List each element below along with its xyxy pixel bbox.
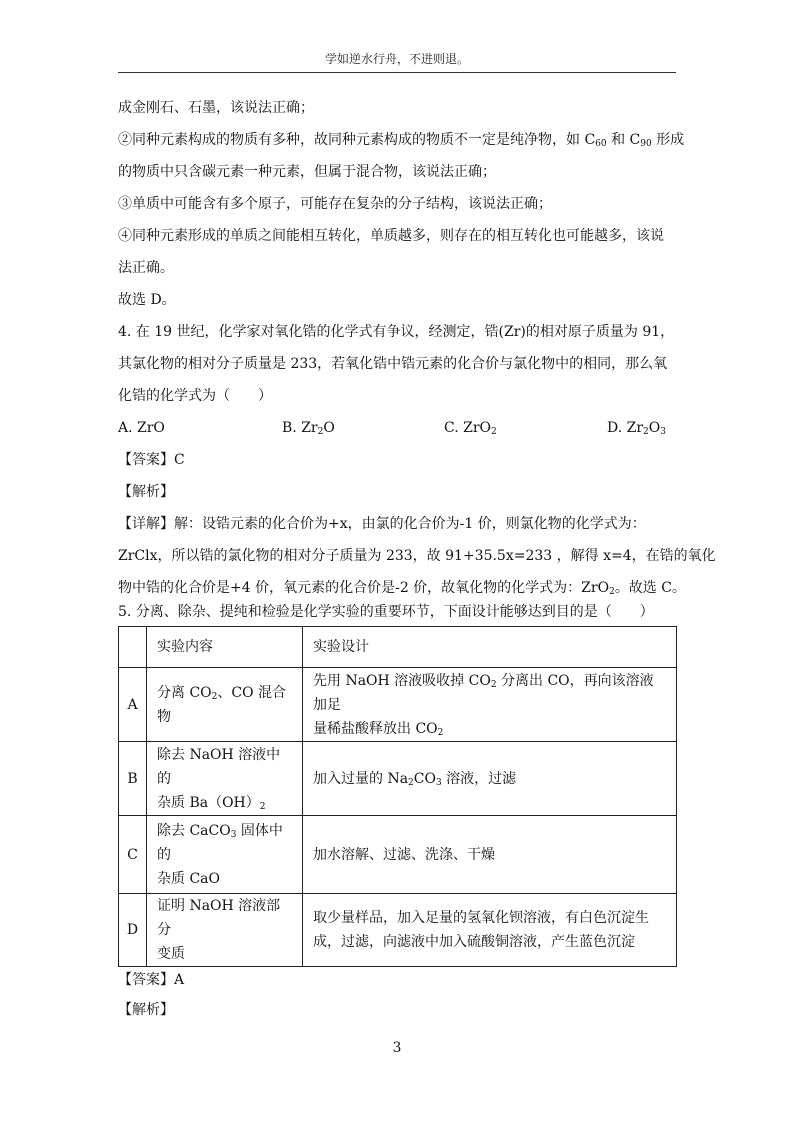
prev-conclusion: 故选 D。: [118, 292, 176, 308]
row-a-content: [147, 668, 303, 742]
subscript: 90: [640, 139, 652, 149]
text-run: 先用 NaOH 溶液吸收掉 CO: [313, 672, 491, 689]
q4-detail-line-3: [118, 578, 686, 598]
subscript: 3: [435, 777, 442, 788]
design-line: [313, 717, 666, 741]
text-run: 分离 CO: [157, 684, 212, 701]
row-a-design: [303, 668, 677, 742]
text-run: O: [323, 420, 335, 436]
page-number: 3: [392, 1040, 402, 1056]
text-run: 、CO 混合物: [157, 684, 287, 725]
table-header-content: 实验内容: [147, 627, 303, 668]
q4-option-b: [282, 418, 335, 438]
row-label-c: C: [119, 816, 147, 894]
q4-option-c: [444, 418, 497, 438]
subscript: 2: [317, 427, 324, 437]
subscript: 2: [490, 679, 497, 690]
text-run: B. Zr: [282, 420, 318, 436]
q4-option-d: [607, 418, 666, 438]
prev-line-6: 法正确。: [118, 260, 174, 276]
table-row-a: [119, 668, 677, 742]
subscript: 3: [230, 829, 237, 840]
subscript: 2: [211, 691, 218, 702]
design-line: 取少量样品，加入足量的氢氧化钡溶液，有白色沉淀生: [313, 910, 649, 926]
table-row-c: [119, 816, 677, 894]
row-c-design: 加水溶解、过滤、洗涤、干燥: [303, 816, 677, 894]
text-run: 加入过量的 Na: [313, 770, 409, 787]
q4-option-a: A. ZrO: [118, 420, 165, 436]
subscript: 2: [609, 587, 615, 597]
subscript: 2: [491, 427, 497, 437]
text-run: O: [648, 420, 661, 436]
q4-stem-line-1: 4. 在 19 世纪，化学家对氧化锆的化学式有争议，经测定，锆(Zr)的相对原子质量为 91，: [118, 324, 675, 340]
q5-analysis-label: 【解析】: [118, 1002, 174, 1018]
table-row-d: [119, 894, 677, 967]
header-rule: [118, 72, 676, 73]
subscript: 2: [643, 427, 649, 437]
prev-line-1: 成金刚石、石墨，该说法正确；: [118, 100, 314, 116]
subscript: 2: [259, 801, 266, 812]
text-run: 溶液，过滤: [441, 770, 517, 787]
prev-line-4: ③单质中可能含有多个原子，可能存在复杂的分子结构，该说法正确；: [118, 196, 552, 212]
row-label-a: A: [119, 668, 147, 742]
text-run: 固体中的: [157, 822, 283, 863]
prev-line-2: [118, 130, 684, 150]
q4-analysis-label: 【解析】: [118, 484, 174, 500]
table-header-design: 实验设计: [303, 627, 677, 668]
row-c-content: [147, 816, 303, 894]
q4-answer: 【答案】C: [118, 452, 185, 468]
page-header-motto: 学如逆水行舟，不进则退。: [324, 52, 469, 66]
text-run: 物中锆的化合价是+4 价，氧元素的化合价是-2 价，故氧化物的化学式为：ZrO: [118, 580, 610, 596]
text-run: D. Zr: [607, 420, 644, 436]
content-line: 变质: [157, 946, 185, 962]
text-run: 除去 CaCO: [157, 822, 231, 839]
row-d-design: [303, 894, 677, 967]
content-line: 杂质 CaO: [157, 870, 220, 887]
q4-detail-line-1: 【详解】解：设锆元素的化合价为+x，由氯的化合价为-1 价，则氯化物的化学式为：: [118, 516, 646, 532]
text-run: C. ZrO: [444, 420, 492, 436]
text-run: CO: [413, 770, 436, 787]
subscript: 2: [437, 727, 444, 738]
q4-stem-line-2: 其氯化物的相对分子质量是 233，若氧化锆中锆元素的化合价与氯化物中的相同，那么氧: [118, 356, 668, 372]
row-b-design: [303, 742, 677, 816]
design-line: 成，过滤，向滤液中加入硫酸铜溶液，产生蓝色沉淀: [313, 934, 635, 950]
content-line: 证明 NaOH 溶液部分: [157, 898, 281, 938]
text-run: 。故选 C。: [614, 580, 686, 596]
table-row-b: [119, 742, 677, 816]
content-line: [157, 819, 292, 867]
text-run: 分离出 CO，再向该溶液加足: [313, 672, 654, 713]
prev-line-5: ④同种元素形成的单质之间能相互转化，单质越多，则存在的相互转化也可能越多，该说: [118, 228, 664, 244]
text-run: ②同种元素构成的物质有多种，故同种元素构成的物质不一定是纯净物，如 C: [118, 132, 596, 148]
q4-stem-line-3: 化锆的化学式为（ ）: [118, 388, 272, 404]
row-d-content: [147, 894, 303, 967]
content-line: 除去 NaOH 溶液中的: [157, 746, 281, 787]
row-b-content: [147, 742, 303, 816]
q5-experiment-table: [118, 626, 677, 967]
q5-answer: 【答案】A: [118, 972, 185, 988]
row-label-d: D: [119, 894, 147, 967]
table-header-row: [119, 627, 677, 668]
row-label-b: B: [119, 742, 147, 816]
q4-detail-line-2: ZrClx，所以锆的氯化物的相对分子质量为 233，故 91+35.5x=233 ，解得 x=4，在锆的氧化: [118, 548, 716, 564]
text-run: 形成: [651, 132, 685, 148]
prev-line-3: 的物质中只含碳元素一种元素，但属于混合物，该说法正确；: [118, 164, 496, 180]
subscript: 3: [660, 427, 666, 437]
text-run: 和 C: [606, 132, 641, 148]
text-run: 量稀盐酸释放出 CO: [313, 720, 438, 737]
q5-stem: 5. 分离、除杂、提纯和检验是化学实验的重要环节，下面设计能够达到目的是（ ）: [118, 604, 654, 620]
subscript: 60: [595, 139, 607, 149]
subscript: 2: [408, 777, 414, 788]
content-line: [157, 791, 292, 815]
text-run: 杂质 Ba（OH）: [157, 794, 260, 811]
design-line: [313, 669, 666, 717]
table-cell-blank: [119, 627, 147, 668]
